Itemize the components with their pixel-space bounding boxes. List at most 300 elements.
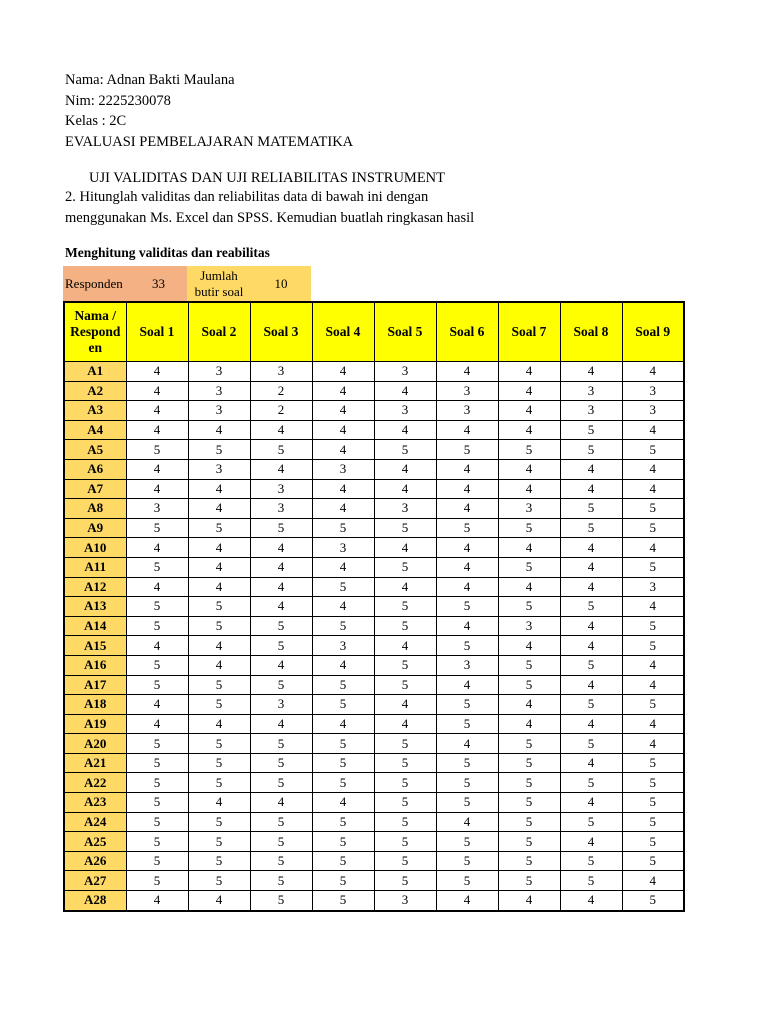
- score-cell: 4: [374, 577, 436, 597]
- score-cell: 5: [126, 675, 188, 695]
- score-cell: 5: [312, 518, 374, 538]
- score-cell: 4: [188, 891, 250, 911]
- score-cell: 5: [312, 695, 374, 715]
- table-row: [64, 499, 684, 519]
- score-cell: 5: [250, 871, 312, 891]
- score-cell: 5: [436, 871, 498, 891]
- student-name: Nama: Adnan Bakti Maulana: [65, 72, 235, 88]
- score-cell: 5: [622, 753, 684, 773]
- table-row: [64, 420, 684, 440]
- score-cell: 4: [436, 362, 498, 382]
- table-row: [64, 675, 684, 695]
- score-cell: 5: [250, 891, 312, 911]
- column-header-soal: Soal 4: [312, 302, 374, 362]
- score-cell: 5: [188, 695, 250, 715]
- score-cell: 4: [436, 734, 498, 754]
- score-cell: 3: [250, 695, 312, 715]
- score-cell: 5: [374, 832, 436, 852]
- score-cell: 4: [250, 655, 312, 675]
- score-cell: 4: [622, 655, 684, 675]
- table-row: [64, 636, 684, 656]
- respondent-id-cell: A1: [64, 362, 126, 382]
- respondent-id-cell: A26: [64, 851, 126, 871]
- score-cell: 5: [498, 518, 560, 538]
- score-cell: 4: [498, 538, 560, 558]
- score-cell: 3: [436, 401, 498, 421]
- score-cell: 5: [126, 440, 188, 460]
- score-cell: 3: [312, 459, 374, 479]
- score-cell: 3: [498, 616, 560, 636]
- respondent-id-cell: A8: [64, 499, 126, 519]
- respondent-id-cell: A5: [64, 440, 126, 460]
- score-cell: 5: [560, 871, 622, 891]
- score-cell: 4: [126, 381, 188, 401]
- score-cell: 5: [560, 773, 622, 793]
- score-cell: 4: [436, 675, 498, 695]
- respondent-id-cell: A6: [64, 459, 126, 479]
- score-cell: 5: [312, 616, 374, 636]
- score-cell: 5: [312, 675, 374, 695]
- score-cell: 3: [560, 401, 622, 421]
- score-cell: 4: [560, 832, 622, 852]
- respondent-id-cell: A2: [64, 381, 126, 401]
- score-cell: 4: [188, 714, 250, 734]
- score-cell: 4: [126, 577, 188, 597]
- score-cell: 4: [436, 577, 498, 597]
- score-cell: 5: [188, 832, 250, 852]
- score-cell: 4: [498, 362, 560, 382]
- score-cell: 5: [498, 812, 560, 832]
- score-cell: 5: [374, 753, 436, 773]
- score-cell: 5: [374, 557, 436, 577]
- score-cell: 5: [250, 440, 312, 460]
- score-cell: 5: [312, 812, 374, 832]
- score-cell: 5: [126, 753, 188, 773]
- score-cell: 4: [312, 440, 374, 460]
- score-cell: 5: [250, 675, 312, 695]
- score-cell: 5: [622, 636, 684, 656]
- score-cell: 3: [312, 636, 374, 656]
- score-cell: 4: [622, 714, 684, 734]
- score-cell: 4: [188, 655, 250, 675]
- score-table: [63, 301, 685, 912]
- respondent-id-cell: A19: [64, 714, 126, 734]
- respondent-id-cell: A14: [64, 616, 126, 636]
- column-header-soal: Soal 3: [250, 302, 312, 362]
- section-title: Menghitung validitas dan reabilitas: [65, 245, 270, 260]
- score-cell: 5: [622, 793, 684, 813]
- respondent-id-cell: A24: [64, 812, 126, 832]
- score-cell: 4: [560, 557, 622, 577]
- score-cell: 4: [560, 891, 622, 911]
- score-cell: 5: [498, 793, 560, 813]
- score-cell: 4: [560, 577, 622, 597]
- score-cell: 5: [126, 597, 188, 617]
- column-header-soal: Soal 9: [622, 302, 684, 362]
- score-cell: 4: [622, 479, 684, 499]
- student-class: Kelas : 2C: [65, 113, 127, 129]
- score-cell: 4: [560, 538, 622, 558]
- score-cell: 4: [250, 459, 312, 479]
- score-cell: 5: [560, 655, 622, 675]
- score-cell: 4: [250, 538, 312, 558]
- score-cell: 4: [188, 557, 250, 577]
- score-cell: 4: [436, 499, 498, 519]
- score-cell: 4: [436, 538, 498, 558]
- score-cell: 4: [498, 479, 560, 499]
- score-cell: 5: [374, 773, 436, 793]
- score-cell: 5: [560, 851, 622, 871]
- score-cell: 5: [374, 440, 436, 460]
- score-cell: 3: [560, 381, 622, 401]
- score-cell: 5: [188, 851, 250, 871]
- column-header-soal: Soal 7: [498, 302, 560, 362]
- score-cell: 5: [436, 773, 498, 793]
- score-cell: 3: [622, 401, 684, 421]
- score-cell: 5: [560, 518, 622, 538]
- score-cell: 5: [498, 655, 560, 675]
- score-cell: 4: [374, 381, 436, 401]
- score-cell: 4: [498, 695, 560, 715]
- score-cell: 4: [498, 381, 560, 401]
- score-cell: 5: [126, 793, 188, 813]
- score-cell: 5: [374, 812, 436, 832]
- score-cell: 3: [622, 577, 684, 597]
- score-cell: 5: [250, 812, 312, 832]
- column-header-respondent: Nama / Respond en: [64, 302, 126, 362]
- table-row: [64, 577, 684, 597]
- score-cell: 4: [436, 420, 498, 440]
- score-cell: 4: [374, 479, 436, 499]
- score-cell: 4: [126, 362, 188, 382]
- table-row: [64, 479, 684, 499]
- score-cell: 5: [622, 616, 684, 636]
- score-cell: 5: [436, 851, 498, 871]
- respondent-id-cell: A10: [64, 538, 126, 558]
- table-row: [64, 538, 684, 558]
- score-cell: 5: [250, 636, 312, 656]
- score-cell: 4: [126, 891, 188, 911]
- score-cell: 4: [312, 381, 374, 401]
- score-cell: 5: [250, 851, 312, 871]
- score-cell: 5: [436, 832, 498, 852]
- score-cell: 4: [436, 891, 498, 911]
- document-subtitle: UJI VALIDITAS DAN UJI RELIABILITAS INSTRUMENT: [89, 170, 446, 186]
- score-cell: 4: [374, 714, 436, 734]
- respondent-id-cell: A9: [64, 518, 126, 538]
- score-cell: 5: [498, 871, 560, 891]
- score-cell: 4: [374, 420, 436, 440]
- respondent-id-cell: A16: [64, 655, 126, 675]
- table-row: [64, 773, 684, 793]
- score-cell: 4: [374, 636, 436, 656]
- table-row: [64, 714, 684, 734]
- respondent-id-cell: A3: [64, 401, 126, 421]
- respondent-id-cell: A4: [64, 420, 126, 440]
- score-cell: 5: [436, 597, 498, 617]
- score-cell: 5: [374, 675, 436, 695]
- respondent-id-cell: A25: [64, 832, 126, 852]
- table-row: [64, 557, 684, 577]
- score-cell: 4: [312, 655, 374, 675]
- score-cell: 4: [622, 871, 684, 891]
- score-cell: 4: [250, 557, 312, 577]
- score-cell: 4: [436, 479, 498, 499]
- score-cell: 4: [250, 577, 312, 597]
- table-row: [64, 793, 684, 813]
- score-cell: 3: [250, 362, 312, 382]
- score-cell: 5: [622, 440, 684, 460]
- respondent-id-cell: A22: [64, 773, 126, 793]
- score-cell: 4: [312, 597, 374, 617]
- score-cell: 5: [498, 440, 560, 460]
- score-cell: 5: [188, 753, 250, 773]
- score-cell: 5: [126, 616, 188, 636]
- score-cell: 5: [312, 832, 374, 852]
- score-cell: 3: [188, 381, 250, 401]
- respondent-id-cell: A21: [64, 753, 126, 773]
- table-row: [64, 851, 684, 871]
- score-cell: 4: [622, 675, 684, 695]
- score-cell: 4: [188, 479, 250, 499]
- column-header-soal: Soal 2: [188, 302, 250, 362]
- score-cell: 5: [188, 871, 250, 891]
- score-cell: 5: [622, 499, 684, 519]
- table-row: [64, 518, 684, 538]
- score-cell: 5: [188, 597, 250, 617]
- score-cell: 4: [498, 891, 560, 911]
- score-cell: 5: [622, 891, 684, 911]
- score-cell: 5: [126, 557, 188, 577]
- score-cell: 4: [498, 401, 560, 421]
- respondent-id-cell: A23: [64, 793, 126, 813]
- table-row: [64, 381, 684, 401]
- score-cell: 4: [622, 459, 684, 479]
- score-cell: 5: [188, 518, 250, 538]
- respondent-id-cell: A28: [64, 891, 126, 911]
- score-cell: 4: [250, 420, 312, 440]
- score-cell: 4: [560, 616, 622, 636]
- score-cell: 3: [374, 891, 436, 911]
- score-cell: 3: [374, 499, 436, 519]
- score-cell: 5: [188, 812, 250, 832]
- respondent-id-cell: A20: [64, 734, 126, 754]
- student-info: [65, 70, 353, 152]
- score-cell: 4: [312, 499, 374, 519]
- score-cell: 3: [436, 381, 498, 401]
- score-cell: 4: [436, 616, 498, 636]
- score-cell: 5: [436, 714, 498, 734]
- question-line-2: menggunakan Ms. Excel dan SPSS. Kemudian buatlah ringkasan hasil: [65, 209, 475, 226]
- score-cell: 5: [188, 440, 250, 460]
- table-row: [64, 459, 684, 479]
- score-cell: 4: [188, 538, 250, 558]
- score-cell: 5: [250, 773, 312, 793]
- score-cell: 4: [498, 636, 560, 656]
- score-cell: 5: [436, 695, 498, 715]
- score-cell: 3: [622, 381, 684, 401]
- score-cell: 5: [250, 832, 312, 852]
- score-cell: 4: [188, 577, 250, 597]
- score-cell: 5: [312, 734, 374, 754]
- score-cell: 3: [436, 655, 498, 675]
- score-cell: 4: [126, 479, 188, 499]
- score-cell: 4: [126, 695, 188, 715]
- score-cell: 4: [126, 636, 188, 656]
- score-cell: 4: [498, 459, 560, 479]
- score-cell: 5: [126, 812, 188, 832]
- student-nim: Nim: 2225230078: [65, 92, 171, 109]
- respondent-id-cell: A12: [64, 577, 126, 597]
- score-cell: 5: [560, 499, 622, 519]
- score-cell: 5: [436, 793, 498, 813]
- score-cell: 3: [498, 499, 560, 519]
- score-cell: 5: [560, 597, 622, 617]
- score-cell: 5: [250, 616, 312, 636]
- score-cell: 5: [436, 440, 498, 460]
- score-cell: 5: [560, 734, 622, 754]
- score-cell: 4: [560, 636, 622, 656]
- question-text: [65, 187, 474, 228]
- score-cell: 4: [250, 714, 312, 734]
- score-cell: 2: [250, 381, 312, 401]
- score-table-body: [64, 362, 684, 911]
- score-cell: 4: [312, 714, 374, 734]
- table-row: [64, 812, 684, 832]
- table-row: [64, 734, 684, 754]
- score-cell: 5: [126, 655, 188, 675]
- table-row: [64, 616, 684, 636]
- respondent-id-cell: A27: [64, 871, 126, 891]
- table-row: [64, 655, 684, 675]
- score-cell: 4: [312, 401, 374, 421]
- score-cell: 5: [622, 518, 684, 538]
- score-cell: 5: [374, 518, 436, 538]
- score-cell: 5: [436, 518, 498, 538]
- respondent-id-cell: A11: [64, 557, 126, 577]
- score-cell: 3: [374, 362, 436, 382]
- score-cell: 5: [498, 832, 560, 852]
- responden-value: 33: [130, 266, 187, 301]
- score-cell: 4: [188, 636, 250, 656]
- score-cell: 4: [312, 557, 374, 577]
- score-cell: 4: [312, 479, 374, 499]
- score-cell: 5: [374, 793, 436, 813]
- score-cell: 5: [126, 518, 188, 538]
- column-header-soal: Soal 6: [436, 302, 498, 362]
- score-cell: 5: [250, 753, 312, 773]
- score-cell: 3: [312, 538, 374, 558]
- score-cell: 5: [312, 773, 374, 793]
- info-row: [63, 266, 311, 301]
- score-cell: 4: [436, 557, 498, 577]
- respondent-id-cell: A18: [64, 695, 126, 715]
- table-row: [64, 597, 684, 617]
- score-cell: 5: [560, 420, 622, 440]
- score-cell: 4: [622, 420, 684, 440]
- score-cell: 4: [622, 362, 684, 382]
- score-cell: 5: [126, 773, 188, 793]
- score-cell: 4: [126, 538, 188, 558]
- score-cell: 5: [622, 557, 684, 577]
- table-row: [64, 362, 684, 382]
- score-cell: 5: [436, 636, 498, 656]
- respondent-id-cell: A7: [64, 479, 126, 499]
- score-cell: 5: [622, 832, 684, 852]
- score-cell: 3: [188, 401, 250, 421]
- score-cell: 5: [188, 734, 250, 754]
- score-cell: 4: [560, 362, 622, 382]
- score-cell: 5: [126, 734, 188, 754]
- score-cell: 5: [498, 753, 560, 773]
- score-cell: 5: [374, 655, 436, 675]
- score-cell: 5: [312, 871, 374, 891]
- column-header-soal: Soal 5: [374, 302, 436, 362]
- table-row: [64, 832, 684, 852]
- column-header-soal: Soal 1: [126, 302, 188, 362]
- table-row: [64, 891, 684, 911]
- score-cell: 5: [622, 695, 684, 715]
- table-row: [64, 401, 684, 421]
- score-cell: 5: [312, 851, 374, 871]
- course-title: EVALUASI PEMBELAJARAN MATEMATIKA: [65, 133, 354, 150]
- score-cell: 4: [622, 734, 684, 754]
- score-cell: 5: [126, 832, 188, 852]
- score-cell: 3: [188, 459, 250, 479]
- question-line-1: 2. Hitunglah validitas dan reliabilitas data di bawah ini dengan: [65, 189, 429, 205]
- score-cell: 4: [498, 577, 560, 597]
- score-cell: 4: [374, 538, 436, 558]
- table-row: [64, 440, 684, 460]
- score-cell: 4: [126, 459, 188, 479]
- score-cell: 5: [312, 891, 374, 911]
- score-cell: 4: [498, 714, 560, 734]
- score-cell: 4: [560, 479, 622, 499]
- score-cell: 4: [560, 753, 622, 773]
- score-cell: 4: [498, 420, 560, 440]
- score-cell: 4: [126, 420, 188, 440]
- score-cell: 4: [126, 714, 188, 734]
- score-cell: 5: [374, 616, 436, 636]
- score-cell: 5: [498, 557, 560, 577]
- score-cell: 3: [126, 499, 188, 519]
- score-cell: 5: [498, 734, 560, 754]
- respondent-id-cell: A13: [64, 597, 126, 617]
- score-cell: 3: [250, 479, 312, 499]
- score-cell: 4: [436, 459, 498, 479]
- score-cell: 5: [498, 597, 560, 617]
- score-cell: 5: [374, 871, 436, 891]
- score-cell: 4: [250, 597, 312, 617]
- score-cell: 3: [188, 362, 250, 382]
- respondent-id-cell: A17: [64, 675, 126, 695]
- score-cell: 4: [374, 459, 436, 479]
- score-cell: 4: [312, 420, 374, 440]
- score-cell: 5: [188, 616, 250, 636]
- score-cell: 5: [560, 812, 622, 832]
- score-cell: 4: [312, 793, 374, 813]
- score-cell: 5: [250, 734, 312, 754]
- score-cell: 5: [374, 851, 436, 871]
- score-cell: 4: [188, 793, 250, 813]
- score-cell: 5: [622, 851, 684, 871]
- score-cell: 4: [436, 812, 498, 832]
- score-cell: 5: [188, 675, 250, 695]
- table-row: [64, 753, 684, 773]
- score-cell: 5: [436, 753, 498, 773]
- score-cell: 5: [188, 773, 250, 793]
- score-cell: 4: [188, 499, 250, 519]
